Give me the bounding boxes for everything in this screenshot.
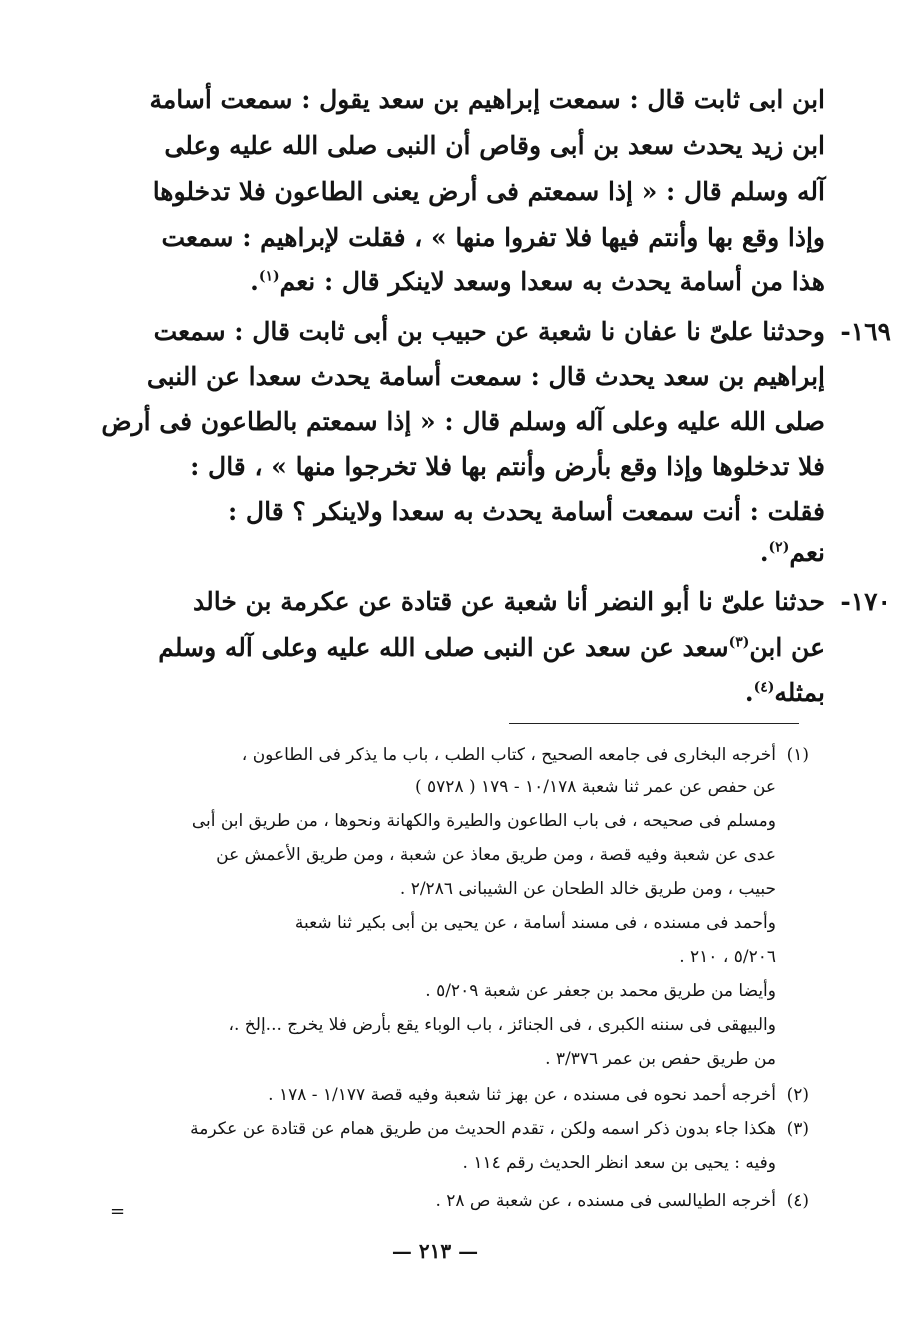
- footnote-line: حبيب ، ومن طريق خالد الطحان عن الشيبانى ٢/٢٨٦ .: [399, 879, 776, 899]
- text-line: صلى الله عليه وعلى آله وسلم قال : « إذا سمعتم بالطاعون فى أرض: [101, 407, 825, 436]
- footnote-line: أخرجه أحمد نحوه فى مسنده ، عن بهز ثنا شعبة وفيه قصة ١/١٧٧ - ١٧٨ .: [268, 1085, 776, 1105]
- footnote-line: هكذا جاء بدون ذكر اسمه ولكن ، تقدم الحديث من طريق همام عن قتادة عن عكرمة: [190, 1119, 776, 1139]
- footnote-line: وأيضا من طريق محمد بن جعفر عن شعبة ٥/٢٠٩ .: [425, 981, 776, 1001]
- footnote-ref: (٢): [768, 539, 790, 556]
- footnote-line: والبيهقى فى سننه الكبرى ، فى الجنائز ، باب الوباء يقع بأرض فلا يخرج ...إلخ .،: [228, 1015, 776, 1035]
- footnote-separator: [509, 723, 799, 724]
- text-line: حدثنا علىّ نا أبو النضر أنا شعبة عن قتادة عن عكرمة بن خالد: [193, 587, 825, 616]
- footnote-number: (٤): [786, 1191, 809, 1211]
- text-line: وإذا وقع بها وأنتم فيها فلا تفروا منها » ، فقلت لإبراهيم : سمعت: [161, 223, 825, 252]
- text-line: إبراهيم بن سعد يحدث قال : سمعت أسامة يحدث سعدا عن النبى: [146, 362, 825, 391]
- footnote-number: (٢): [786, 1085, 809, 1105]
- text-line: بمثله$^{(٤)}$.: [744, 678, 825, 707]
- text-line: فقلت : أنت سمعت أسامة يحدث به سعدا ولاينكر ؟ قال :: [227, 497, 825, 526]
- footnote-line: عدى عن شعبة وفيه قصة ، ومن طريق معاذ عن شعبة ، ومن طريق الأعمش عن: [216, 845, 776, 865]
- text-line: فلا تدخلوها وإذا وقع بأرض وأنتم بها فلا تخرجوا منها » ، قال :: [190, 452, 825, 481]
- footnote-line: أخرجه الطيالسى فى مسنده ، عن شعبة ص ٢٨ .: [435, 1191, 776, 1211]
- footnote-line: أخرجه البخارى فى جامعه الصحيح ، كتاب الطب ، باب ما يذكر فى الطاعون ،: [241, 745, 776, 765]
- hadith-number: ١٦٩-: [840, 317, 891, 346]
- text-line: هذا من أسامة يحدث به سعدا وسعد لاينكر قال : نعم$^{(١)}$.: [250, 267, 825, 296]
- footnote-line: وأحمد فى مسنده ، فى مسند أسامة ، عن يحيى بن أبى بكير ثنا شعبة: [294, 913, 776, 933]
- text-line: ابن ابى ثابت قال : سمعت إبراهيم بن سعد يقول : سمعت أسامة: [149, 85, 825, 114]
- footnote-line: ٥/٢٠٦ ، ٢١٠ .: [679, 947, 776, 967]
- continuation-mark: =: [110, 1201, 126, 1222]
- footnote-number: (٣): [786, 1119, 809, 1139]
- footnote-ref: (١): [258, 268, 280, 285]
- footnote-number: (١): [786, 745, 809, 765]
- text-line: نعم$^{(٢)}$.: [759, 538, 825, 567]
- footnote-line: ومسلم فى صحيحه ، فى باب الطاعون والطيرة والكهانة ونحوها ، من طريق ابن أبى: [191, 811, 776, 831]
- footnote-ref: (٣): [728, 634, 750, 651]
- text-line: وحدثنا علىّ نا عفان نا شعبة عن حبيب بن أبى ثابت قال : سمعت: [153, 317, 825, 346]
- footnote-line: وفيه : يحيى بن سعد انظر الحديث رقم ١١٤ .: [462, 1153, 776, 1173]
- text-line: آله وسلم قال : « إذا سمعتم فى أرض يعنى الطاعون فلا تدخلوها: [152, 177, 825, 206]
- footnote-line: عن حفص عن عمر ثنا شعبة ١٠/١٧٨ - ١٧٩ ( ٥٧٢٨ ): [415, 777, 776, 797]
- footnote-ref: (٤): [753, 679, 775, 696]
- hadith-number: ١٧٠-: [840, 587, 891, 616]
- text-line: ابن زيد يحدث سعد بن أبى وقاص أن النبى صلى الله عليه وعلى: [164, 131, 825, 160]
- text-line: عن ابن$^{(٣)}$سعد عن سعد عن النبى صلى الله عليه وعلى آله وسلم: [158, 633, 825, 662]
- footnote-line: من طريق حفص بن عمر ٣/٣٧٦ .: [545, 1049, 776, 1069]
- page-number: — ٢١٣ —: [391, 1239, 479, 1263]
